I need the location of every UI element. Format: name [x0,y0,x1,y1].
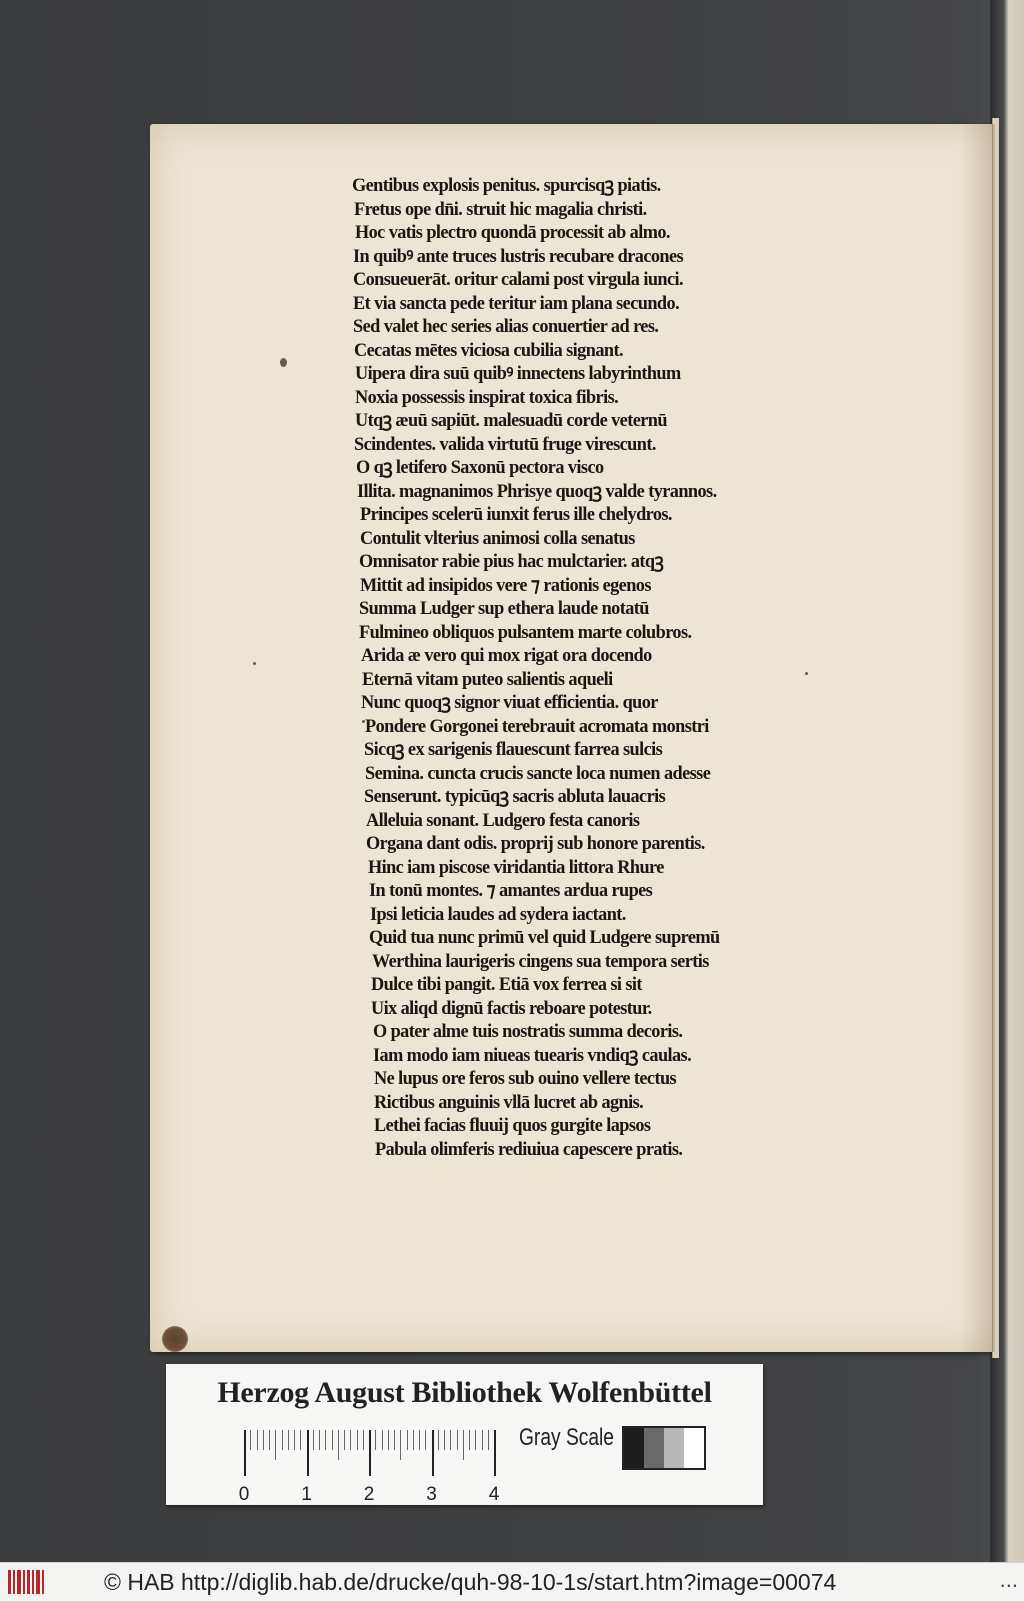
ruler-tick [394,1430,395,1450]
ruler-tick [332,1430,333,1450]
verse-line: In quibꝰ ante truces lustris recubare dracones [353,245,684,267]
verse-line: Iam modo iam niueas tuearis vndiqꝫ caulas. [373,1044,692,1066]
verse-line: Organa dant odis. proprij sub honore parentis. [366,833,705,854]
gray-scale-swatches [622,1426,706,1470]
verse-line: Nunc quoqꝫ signor viuat efficientia. quor [361,692,658,713]
ink-stain [162,1326,188,1352]
color-reference-card [166,1364,763,1505]
logo-bar [32,1570,34,1594]
gray-swatch [624,1428,644,1468]
ruler-tick [450,1430,451,1450]
ruler-tick [469,1430,470,1450]
verse-line: Arida æ vero qui mox rigat ora docendo [361,645,652,666]
gray-swatch [644,1428,664,1468]
ruler-tick [488,1430,489,1450]
verse-line: Ne lupus ore feros sub ouino vellere tectus [374,1068,677,1089]
ruler-number: 3 [426,1484,437,1505]
ruler-tick [382,1430,383,1450]
ruler-tick [294,1430,295,1450]
binding-shadow [960,124,995,1352]
verse-line: Gentibus explosis penitus. spurcisqꝫ piatis. [352,175,661,196]
verse-line: Utqꝫ æuū sapiūt. malesuadū corde veternū [355,410,667,431]
source-url-credit[interactable]: © HAB http://diglib.hab.de/drucke/quh-98-10-1s/start.htm?image=00074 [104,1569,837,1595]
verse-line: Contulit vlterius animosi colla senatus [360,527,635,549]
verse-line: Rictibus anguinis vllā lucret ab agnis. [374,1091,644,1113]
ruler-tick [475,1430,476,1450]
ruler-major-tick [494,1430,496,1476]
logo-bar [36,1570,40,1594]
verse-line: Pabula olimferis rediuiua capescere pratis. [375,1138,683,1160]
verse-line: Dulce tibi pangit. Etiā vox ferrea si sit [371,974,642,995]
ruler-tick [257,1430,258,1450]
ruler-major-tick [432,1430,434,1476]
verse-line: Cecatas mētes viciosa cubilia signant. [354,339,623,361]
verse-line: Illita. magnanimos Phrisye quoqꝫ valde tyrannos. [357,480,717,502]
ruler-tick [250,1430,251,1450]
ruler-number: 4 [488,1484,500,1505]
paper-speck [253,662,256,665]
verse-line: Omnisator rabie pius hac mulctarier. atqꝫ [359,551,664,572]
hab-barcode-logo-icon[interactable] [6,1568,46,1596]
logo-bar [23,1570,25,1594]
ruler-tick [344,1430,345,1450]
verse-line: Sed valet hec series alias conuertier ad res. [353,316,659,337]
viewer-footer [0,1562,1024,1601]
ruler-tick [375,1430,376,1450]
verse-line: Quid tua nunc primū vel quid Ludgere supremū [369,927,720,948]
ruler-tick [407,1430,408,1450]
ruler-tick [363,1430,364,1450]
ruler-major-tick [369,1430,371,1476]
logo-bar [27,1570,30,1594]
logo-bar [13,1570,15,1594]
more-options-button[interactable]: ... [999,1567,1018,1592]
verse-line: Ipsi leticia laudes ad sydera iactant. [370,903,626,925]
verse-line: O pater alme tuis nostratis summa decoris. [373,1021,683,1042]
paper-speck [280,358,287,367]
verse-line: Hoc vatis plectro quondā processit ab almo. [355,222,670,243]
ruler-tick [463,1430,464,1460]
verse-line: Alleluia sonant. Ludgero festa canoris [366,809,640,831]
gray-scale-label: Gray Scale [519,1424,614,1451]
verse-line: Mittit ad insipidos vere ⁊ rationis egenos [360,574,651,596]
ruler-number: 2 [363,1484,375,1505]
verse-line: Eternā vitam puteo salientis aqueli [362,668,613,690]
ruler-tick [457,1430,458,1450]
verse-line: Summa Ludger sup ethera laude notatū [359,598,649,619]
logo-bar [17,1570,21,1594]
verse-line: Fretus ope dn̄i. struit hic magalia christi. [354,198,647,220]
ruler-tick [419,1430,420,1450]
logo-bar [42,1570,44,1594]
ruler-tick [388,1430,389,1450]
logo-bar [8,1570,11,1594]
ruler-tick [413,1430,414,1450]
gray-swatch [684,1428,704,1468]
verse-line: Lethei facias fluuij quos gurgite lapsos [374,1115,651,1136]
ruler-tick [269,1430,270,1450]
verse-line: O qꝫ letifero Saxonū pectora visco [356,457,604,478]
gray-swatch [664,1428,684,1468]
ruler-tick [263,1430,264,1450]
ruler-tick [444,1430,445,1450]
ruler-tick [338,1430,339,1460]
ruler-tick [325,1430,326,1450]
ruler-tick [313,1430,314,1450]
ruler-tick [482,1430,483,1450]
card-title: Herzog August Bibliothek Wolfenbüttel [217,1376,712,1409]
ruler-tick [400,1430,401,1460]
verse-line: Werthina laurigeris cingens sua tempora sertis [372,950,709,972]
verse-line: Noxia possessis inspirat toxica fibris. [355,386,619,408]
ruler-tick [319,1430,320,1450]
verse-line: Fulmineo obliquos pulsantem marte colubros. [359,621,692,643]
ruler-tick [350,1430,351,1450]
verse-line: Semina. cuncta crucis sancte loca numen adesse [365,762,711,784]
verse-line: Sicqꝫ ex sarigenis flauescunt farrea sulcis [364,739,663,760]
verse-line: Hinc iam piscose viridantia littora Rhure [368,856,664,878]
verse-line: Uipera dira suū quibꝰ innectens labyrinthum [355,363,681,384]
poem-text-block [352,174,822,1161]
verse-line: Et via sancta pede teritur iam plana secundo. [353,292,680,314]
ruler-tick [425,1430,426,1450]
verse-line: Consueuerāt. oritur calami post virgula iunci. [353,269,684,290]
verse-line: In tonū montes. ⁊ amantes ardua rupes [369,880,653,901]
ruler-tick [282,1430,283,1450]
scale-ruler [238,1430,502,1505]
verse-line: Scindentes. valida virtutū fruge virescunt. [354,433,656,455]
ruler-tick [438,1430,439,1450]
ruler-number: 1 [301,1484,312,1505]
verse-line: Uix aliqd dignū factis reboare potestur. [371,997,652,1019]
ruler-number: 0 [238,1484,250,1505]
ruler-tick [288,1430,289,1450]
verse-line: Principes scelerū iunxit ferus ille chelydros. [360,504,672,525]
ruler-major-tick [244,1430,246,1476]
ruler-tick [300,1430,301,1450]
verse-line: Senserunt. typicūqꝫ sacris abluta lauacris [364,786,666,807]
ruler-major-tick [307,1430,309,1476]
ruler-tick [357,1430,358,1450]
verse-line: Pondere Gorgonei terebrauit acromata monstri [365,715,709,737]
ruler-tick [275,1430,276,1460]
